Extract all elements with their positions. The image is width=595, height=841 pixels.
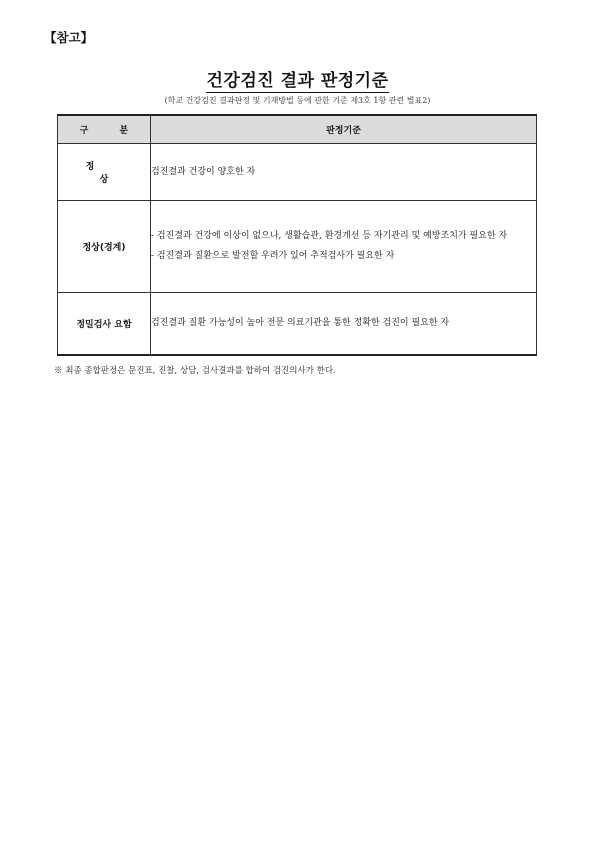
row-category: 정상(경계) <box>58 201 151 293</box>
row-criteria <box>151 293 537 355</box>
criteria-table <box>57 114 537 356</box>
criteria-text: - 검진결과 건강에 이상이 없으나, 생활습관, 환경개선 등 자기관리 및 예방조치가 필요한 자 <box>151 231 508 241</box>
reference-label: 【참고】 <box>44 30 94 45</box>
table-row <box>58 293 537 355</box>
table-header-row <box>58 115 537 144</box>
document-subtitle: (학교 건강검진 결과판정 및 기재방법 등에 관한 기준 제3호 1항 관련 별표2) <box>164 96 431 105</box>
document-title <box>0 66 595 91</box>
criteria-text: 검진결과 질환 가능성이 높아 전문 의료기관을 통한 정확한 검진이 필요한 자 <box>151 317 450 328</box>
row-criteria <box>151 201 537 293</box>
table-row <box>58 201 537 293</box>
header-category: 구 분 <box>58 115 151 144</box>
document-title-text: 건강검진 결과 판정기준 <box>206 71 389 91</box>
header-criteria: 판정기준 <box>151 115 537 144</box>
criteria-text: - 검진결과 질환으로 발전할 우려가 있어 추적검사가 필요한 자 <box>151 251 395 261</box>
row-criteria <box>151 144 537 201</box>
row-category: 정 상 <box>58 144 151 201</box>
criteria-text: 검진결과 건강이 양호한 자 <box>151 166 256 177</box>
footnote: ※ 최종 종합판정은 문진표, 진찰, 상담, 검사결과를 합하여 검진의사가 한다. <box>54 366 336 376</box>
table-row <box>58 144 537 201</box>
row-category: 정밀검사 요함 <box>58 293 151 355</box>
